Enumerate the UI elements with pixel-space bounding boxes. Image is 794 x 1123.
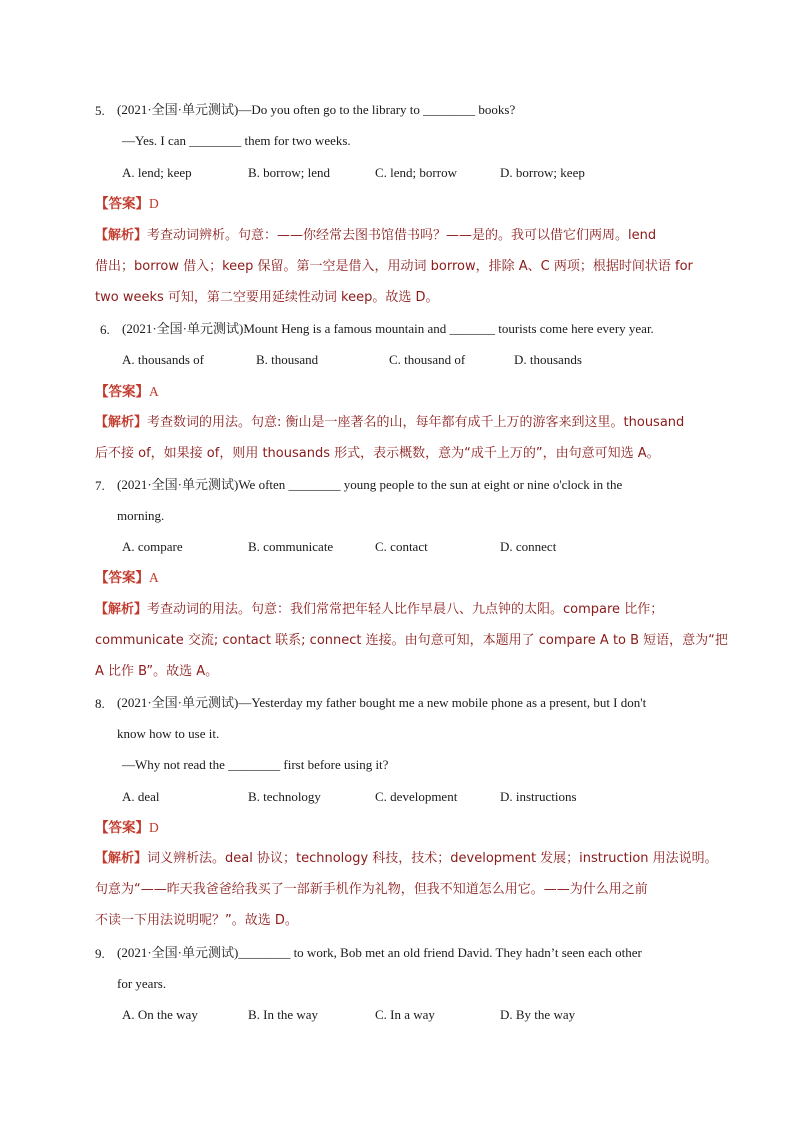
answer-value: A: [149, 570, 159, 585]
question-stem: (2021·全国·单元测试)We often ________ young people to the sun at eight or nine o'clock in the: [117, 477, 623, 492]
answer-row: [95, 819, 159, 837]
answer-tag: 【答案】: [95, 384, 149, 399]
answer-row: [95, 195, 159, 213]
analysis-row: [95, 414, 684, 432]
question-number: 5.: [95, 103, 105, 118]
question-stem-line: know how to use it.: [117, 726, 220, 741]
option-c: C. contact: [375, 539, 428, 554]
answer-tag: 【答案】: [95, 570, 149, 585]
analysis-text: 考查动词辨析。句意：——你经常去图书馆借书吗？——是的。我可以借它们两周。lend: [147, 228, 657, 243]
option-d: D. By the way: [500, 1007, 576, 1022]
question-stem: (2021·全国·单元测试)—Yesterday my father bought me a new mobile phone as a present, but I don't: [117, 695, 647, 710]
option-a: A. lend; keep: [122, 165, 192, 180]
option-c: C. In a way: [375, 1007, 435, 1022]
analysis-text: 后不接 of，如果接 of，则用 thousands 形式，表示概数，意为“成千上万的”，由句意可知选 A。: [95, 446, 660, 461]
option-d: D. instructions: [500, 789, 577, 804]
option-a: A. thousands of: [122, 352, 204, 367]
option-b: B. technology: [248, 789, 321, 804]
analysis-row: [95, 601, 663, 619]
option-c: C. lend; borrow: [375, 165, 457, 180]
analysis-tag: 【解析】: [95, 851, 148, 866]
option-c: C. development: [375, 789, 458, 804]
question-stem: (2021·全国·单元测试)________ to work, Bob met an old friend David. They hadn’t seen each other: [117, 945, 642, 960]
option-b: B. borrow; lend: [248, 165, 330, 180]
analysis-tag: 【解析】: [95, 228, 148, 243]
option-a: A. deal: [122, 789, 160, 804]
question-number: 6.: [100, 322, 110, 337]
analysis-row: [95, 227, 656, 245]
option-d: D. connect: [500, 539, 557, 554]
question-number: 8.: [95, 696, 105, 711]
question-number: 7.: [95, 478, 105, 493]
answer-tag: 【答案】: [95, 196, 149, 211]
analysis-text: 不读一下用法说明呢？”。故选 D。: [95, 913, 298, 928]
analysis-tag: 【解析】: [95, 602, 148, 617]
question-stem: (2021·全国·单元测试)—Do you often go to the library to ________ books?: [117, 102, 516, 117]
analysis-text: A 比作 B”。故选 A。: [95, 664, 219, 679]
option-a: A. compare: [122, 539, 183, 554]
answer-value: D: [149, 196, 159, 211]
question-stem-line: —Why not read the ________ first before using it?: [122, 757, 389, 772]
answer-tag: 【答案】: [95, 820, 149, 835]
option-b: B. thousand: [256, 352, 319, 367]
analysis-text: 借出；borrow 借入；keep 保留。第一空是借入，用动词 borrow，排除 A、C 两项；根据时间状语 for: [95, 259, 693, 274]
analysis-tag: 【解析】: [95, 415, 148, 430]
answer-value: D: [149, 820, 159, 835]
analysis-text: communicate 交流; contact 联系; connect 连接。由句意可知，本题用了 compare A to B 短语，意为“把: [95, 633, 728, 648]
option-d: D. borrow; keep: [500, 165, 585, 180]
answer-value: A: [149, 384, 159, 399]
option-c: C. thousand of: [389, 352, 466, 367]
question-stem: (2021·全国·单元测试)Mount Heng is a famous mountain and _______ tourists come here every year.: [122, 321, 654, 336]
option-d: D. thousands: [514, 352, 582, 367]
option-b: B. In the way: [248, 1007, 319, 1022]
question-number: 9.: [95, 946, 105, 961]
analysis-text: 词义辨析法。deal 协议；technology 科技，技术；development 发展；instruction 用法说明。: [147, 851, 718, 866]
answer-row: [95, 569, 159, 587]
question-stem-line: —Yes. I can ________ them for two weeks.: [122, 133, 351, 148]
option-a: A. On the way: [122, 1007, 198, 1022]
option-b: B. communicate: [248, 539, 334, 554]
question-stem-line: morning.: [117, 508, 165, 523]
analysis-row: [95, 850, 718, 868]
analysis-text: 考查数词的用法。句意: 衡山是一座著名的山，每年都有成千上万的游客来到这里。thousand: [147, 415, 685, 430]
answer-row: [95, 383, 159, 401]
analysis-text: 考查动词的用法。句意：我们常常把年轻人比作早晨八、九点钟的太阳。compare 比作；: [147, 602, 664, 617]
analysis-text: two weeks 可知，第二空要用延续性动词 keep。故选 D。: [95, 290, 439, 305]
question-stem-line: for years.: [117, 976, 167, 991]
analysis-text: 句意为“——昨天我爸爸给我买了一部新手机作为礼物，但我不知道怎么用它。——为什么用之前: [95, 882, 648, 897]
